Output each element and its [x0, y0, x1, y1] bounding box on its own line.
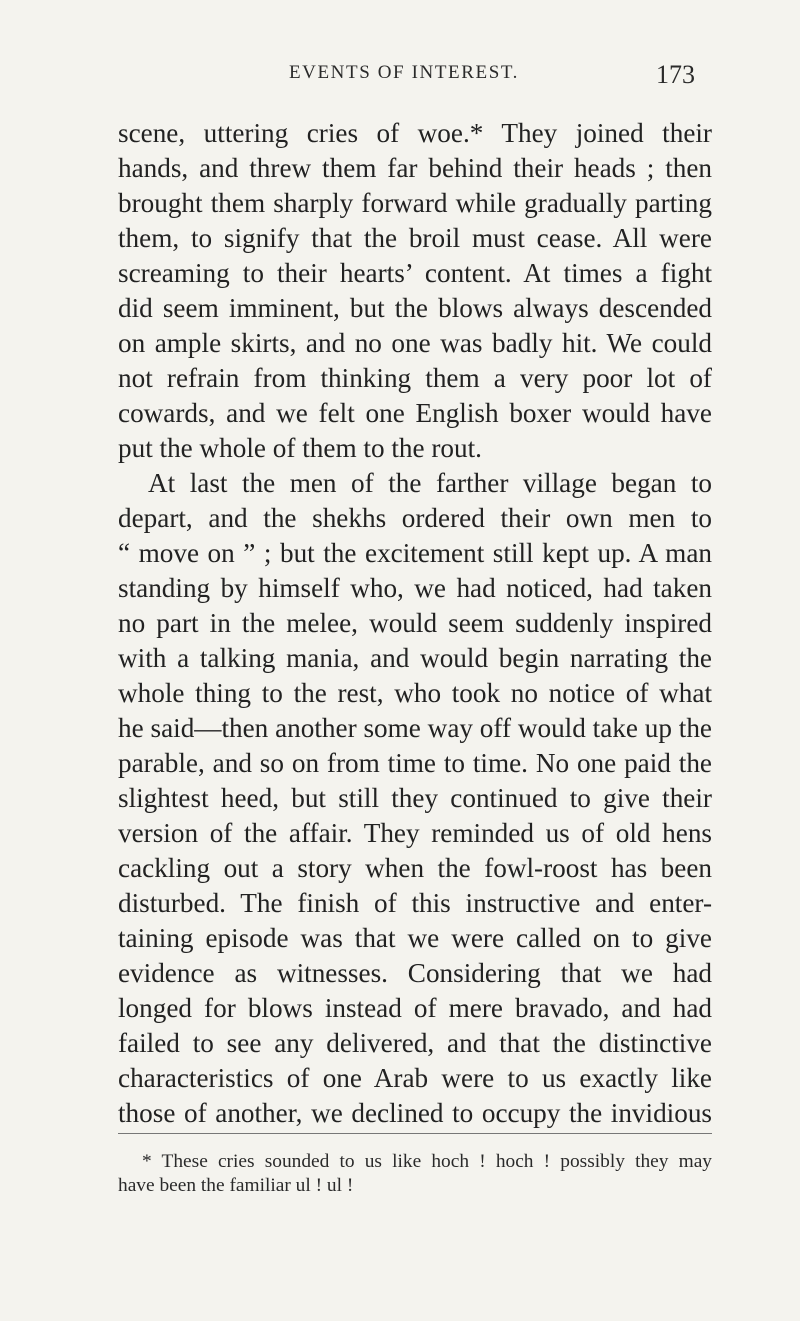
text-line: screaming to their hearts’ content. At times a fight — [118, 258, 712, 288]
text-line: depart, and the shekhs ordered their own men to — [118, 503, 712, 533]
text-line: version of the affair. They reminded us of old hens — [118, 818, 712, 848]
text-line: cowards, and we felt one English boxer would have — [118, 398, 712, 428]
text-line: At last the men of the farther village began to — [148, 468, 712, 498]
text-line: whole thing to the rest, who took no notice of what — [118, 678, 712, 708]
text-line: disturbed. The finish of this instructive and enter- — [118, 888, 712, 918]
footnote-divider — [118, 1133, 712, 1134]
running-head: EVENTS OF INTEREST. — [288, 62, 520, 83]
text-line: characteristics of one Arab were to us exactly like — [118, 1063, 712, 1093]
text-line: failed to see any delivered, and that the distinctive — [118, 1028, 712, 1058]
text-line: brought them sharply forward while gradually parting — [118, 188, 712, 218]
text-line: scene, uttering cries of woe.* They joined their — [118, 118, 712, 148]
text-line: with a talking mania, and would begin narrating the — [118, 643, 712, 673]
text-line: evidence as witnesses. Considering that we had — [118, 958, 712, 988]
text-line: “ move on ” ; but the excitement still kept up. A man — [118, 538, 712, 568]
text-line: taining episode was that we were called on to give — [118, 923, 712, 953]
page-number: 173 — [656, 60, 695, 89]
text-line: longed for blows instead of mere bravado, and had — [118, 993, 712, 1023]
text-line: not refrain from thinking them a very poor lot of — [118, 363, 712, 393]
text-line: put the whole of them to the rout. — [118, 433, 482, 463]
text-line: parable, and so on from time to time. No one paid the — [118, 748, 712, 778]
footnote-line: * These cries sounded to us like hoch ! hoch ! possibly they may — [142, 1151, 712, 1172]
footnote-line: have been the familiar ul ! ul ! — [118, 1175, 354, 1196]
text-line: hands, and threw them far behind their heads ; then — [118, 153, 712, 183]
text-line: them, to signify that the broil must cease. All were — [118, 223, 712, 253]
text-line: no part in the melee, would seem suddenly inspired — [118, 608, 712, 638]
text-line: he said—then another some way off would take up the — [118, 713, 712, 743]
text-line: cackling out a story when the fowl-roost has been — [118, 853, 712, 883]
text-line: slightest heed, but still they continued to give their — [118, 783, 712, 813]
text-line: on ample skirts, and no one was badly hit. We could — [118, 328, 712, 358]
text-line: did seem imminent, but the blows always descended — [118, 293, 712, 323]
text-line: standing by himself who, we had noticed, had taken — [118, 573, 712, 603]
text-line: those of another, we declined to occupy the invidious — [118, 1098, 712, 1128]
